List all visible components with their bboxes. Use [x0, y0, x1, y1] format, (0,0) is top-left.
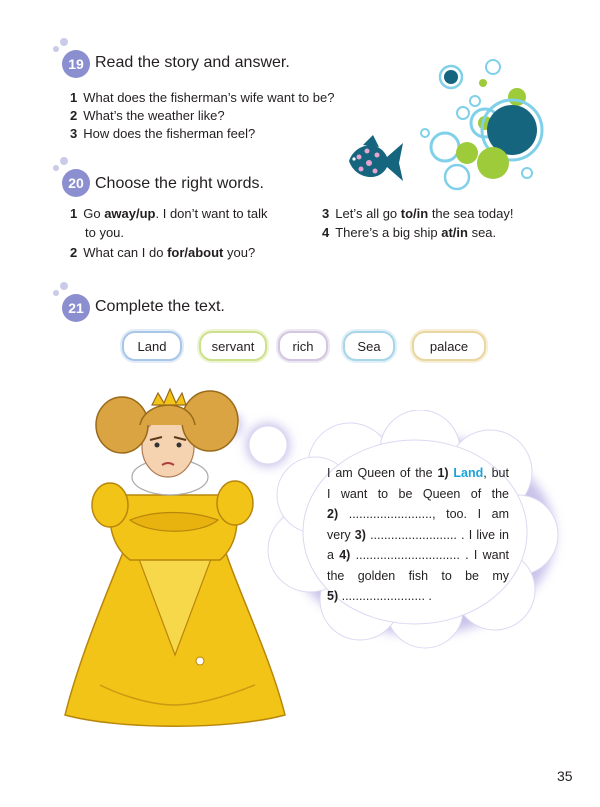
queen-illustration — [60, 385, 290, 730]
item-text: What can I do — [83, 245, 168, 260]
question-number: 2 — [70, 108, 78, 123]
item-text: you? — [223, 245, 256, 260]
exercise-title-19: Read the story and answer. — [95, 54, 290, 71]
bubble-text — [327, 463, 509, 607]
word-choice[interactable]: for/about — [167, 245, 224, 260]
exercise-title-21: Complete the text. — [95, 298, 225, 315]
word-bank-palace[interactable]: palace — [412, 331, 486, 361]
question-text: What does the fisherman’s wife want to be? — [83, 90, 335, 105]
item-text: sea. — [467, 225, 497, 240]
bubble-line[interactable]: 5) ........................ . — [327, 589, 432, 603]
word-choice[interactable]: to/in — [400, 206, 429, 221]
example-answer: Land — [453, 466, 484, 480]
item-text: . I don’t want to talk — [155, 206, 268, 221]
item-text: There’s a big ship — [335, 225, 442, 240]
exercise-number-21: 21 — [62, 294, 90, 322]
question-text: How does the fisherman feel? — [83, 126, 256, 141]
item-text: Let’s all go — [335, 206, 401, 221]
fish-illustration — [345, 135, 405, 187]
item-text: Go — [83, 206, 105, 221]
bubble-line[interactable]: very 3) ......................... . I live in — [327, 527, 509, 542]
badge-dot — [60, 38, 68, 46]
question-number: 3 — [70, 126, 78, 141]
question-number: 1 — [70, 90, 78, 105]
item-number: 1 — [70, 206, 78, 221]
question-3 — [70, 124, 255, 144]
badge-dot — [60, 282, 68, 290]
badge-dot — [53, 290, 59, 296]
bubbles-illustration — [405, 55, 555, 195]
choice-item-4 — [322, 223, 496, 243]
word-bank-sea[interactable]: Sea — [343, 331, 395, 361]
word-bank-servant[interactable]: servant — [199, 331, 267, 361]
choice-item-1 — [70, 204, 268, 224]
badge-dot — [60, 157, 68, 165]
bubble-line[interactable]: 2) ........................, too. I am — [327, 507, 509, 521]
badge-dot — [53, 46, 59, 52]
word-choice[interactable]: away/up — [104, 206, 156, 221]
item-number: 4 — [322, 225, 330, 240]
bubble-line: the golden fish to be my — [327, 568, 509, 583]
word-choice[interactable]: at/in — [441, 225, 468, 240]
exercise-number-20: 20 — [62, 169, 90, 197]
item-text: to you. — [85, 225, 125, 240]
choice-item-3 — [322, 204, 513, 224]
badge-dot — [53, 165, 59, 171]
question-1 — [70, 88, 334, 108]
bubble-line[interactable]: a 4) .............................. . I want — [327, 548, 509, 562]
word-bank-rich[interactable]: rich — [278, 331, 328, 361]
item-number: 3 — [322, 206, 330, 221]
bubble-line: I am Queen of the 1) Land, but — [327, 466, 509, 480]
item-number: 2 — [70, 245, 78, 260]
choice-item-1-cont — [85, 223, 124, 243]
exercise-number-19: 19 — [62, 50, 90, 78]
item-text: the sea today! — [428, 206, 514, 221]
page-number: 35 — [557, 768, 573, 784]
question-text: What’s the weather like? — [83, 108, 225, 123]
exercise-title-20: Choose the right words. — [95, 175, 264, 192]
bubble-line: I want to be Queen of the — [327, 486, 509, 501]
question-2 — [70, 106, 225, 126]
word-bank-land[interactable]: Land — [122, 331, 182, 361]
choice-item-2 — [70, 243, 255, 263]
